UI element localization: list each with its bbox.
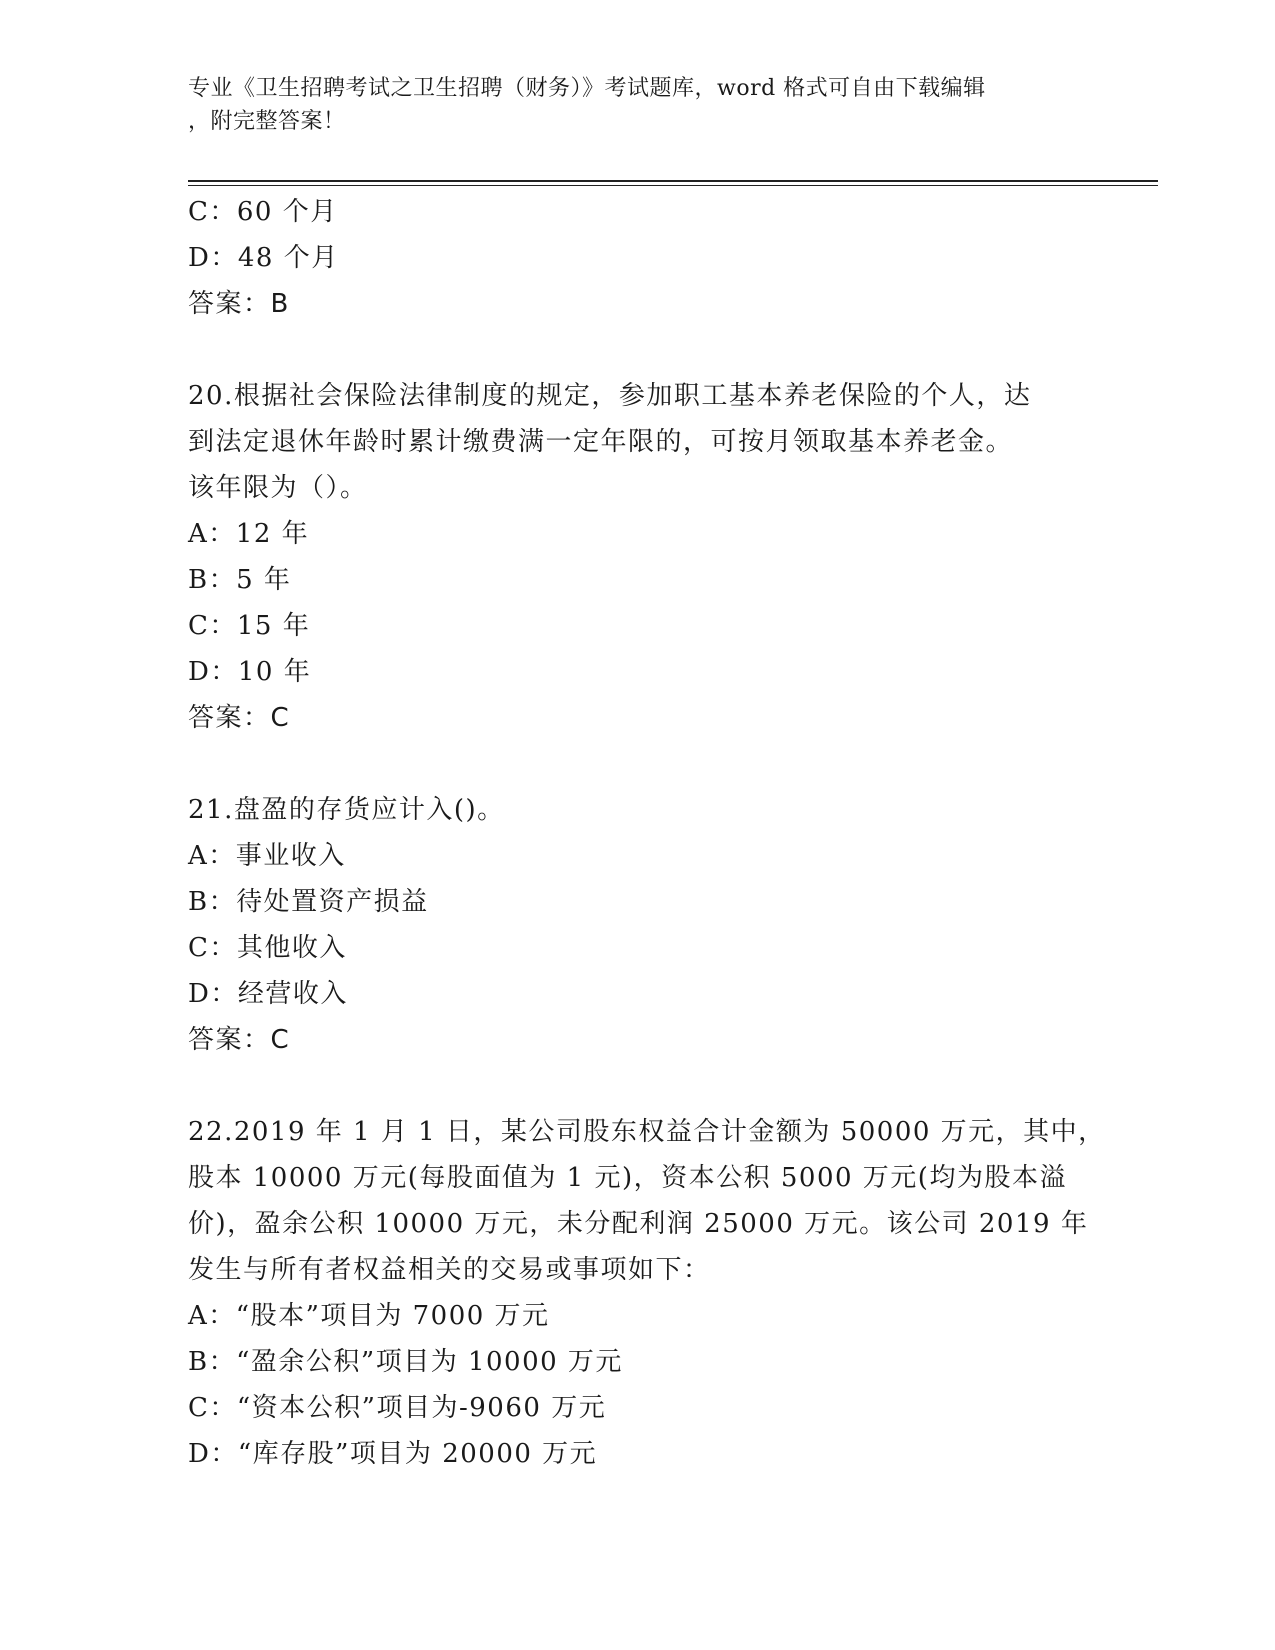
question-text-line: 发生与所有者权益相关的交易或事项如下： xyxy=(188,1255,711,1285)
question-text xyxy=(188,787,1088,833)
question-text-line: 股本 10000 万元(每股面值为 1 元)，资本公积 5000 万元(均为股本溢 xyxy=(188,1163,1067,1193)
option-d: D：48 个月 xyxy=(188,243,339,273)
spacer xyxy=(188,1063,1088,1109)
option-b: B：“盈余公积”项目为 10000 万元 xyxy=(188,1347,623,1377)
answer-line: 答案：B xyxy=(188,289,290,319)
question-19-tail xyxy=(188,189,1088,327)
option-c: C：其他收入 xyxy=(188,933,347,963)
option-d: D：经营收入 xyxy=(188,979,348,1009)
option-b: B：5 年 xyxy=(188,565,292,595)
question-text-line: 21.盘盈的存货应计入()。 xyxy=(188,795,505,825)
option-c: C：60 个月 xyxy=(188,197,338,227)
option-d: D：10 年 xyxy=(188,657,312,687)
option-d: D：“库存股”项目为 20000 万元 xyxy=(188,1439,598,1469)
question-text-line: 到法定退休年龄时累计缴费满一定年限的，可按月领取基本养老金。 xyxy=(188,427,1014,457)
document-header xyxy=(188,72,1068,138)
option-c: C：15 年 xyxy=(188,611,311,641)
question-20 xyxy=(188,373,1088,741)
answer-line: 答案：C xyxy=(188,703,291,733)
header-divider-thick xyxy=(188,180,1158,182)
option-b: B：待处置资产损益 xyxy=(188,887,429,917)
question-text xyxy=(188,373,1088,511)
header-divider-thin xyxy=(188,185,1158,186)
spacer xyxy=(188,741,1088,787)
header-line-2: ，附完整答案！ xyxy=(188,109,346,134)
question-text xyxy=(188,1109,1106,1293)
answer-line: 答案：C xyxy=(188,1025,291,1055)
question-text-line: 20.根据社会保险法律制度的规定，参加职工基本养老保险的个人，达 xyxy=(188,381,1032,411)
question-list xyxy=(188,189,1106,1477)
option-a: A：12 年 xyxy=(188,519,310,549)
question-text-line: 价)，盈余公积 10000 万元，未分配利润 25000 万元。该公司 2019 年 xyxy=(188,1209,1089,1239)
option-a: A：“股本”项目为 7000 万元 xyxy=(188,1301,550,1331)
question-text-line: 该年限为（）。 xyxy=(188,473,368,503)
question-22 xyxy=(188,1109,1106,1477)
header-line-1: 专业《卫生招聘考试之卫生招聘（财务）》考试题库，word 格式可自由下载编辑 xyxy=(188,76,986,101)
option-a: A：事业收入 xyxy=(188,841,346,871)
option-c: C：“资本公积”项目为-9060 万元 xyxy=(188,1393,607,1423)
question-21 xyxy=(188,787,1088,1063)
spacer xyxy=(188,327,1088,373)
question-text-line: 22.2019 年 1 月 1 日，某公司股东权益合计金额为 50000 万元，其中， xyxy=(188,1117,1106,1147)
